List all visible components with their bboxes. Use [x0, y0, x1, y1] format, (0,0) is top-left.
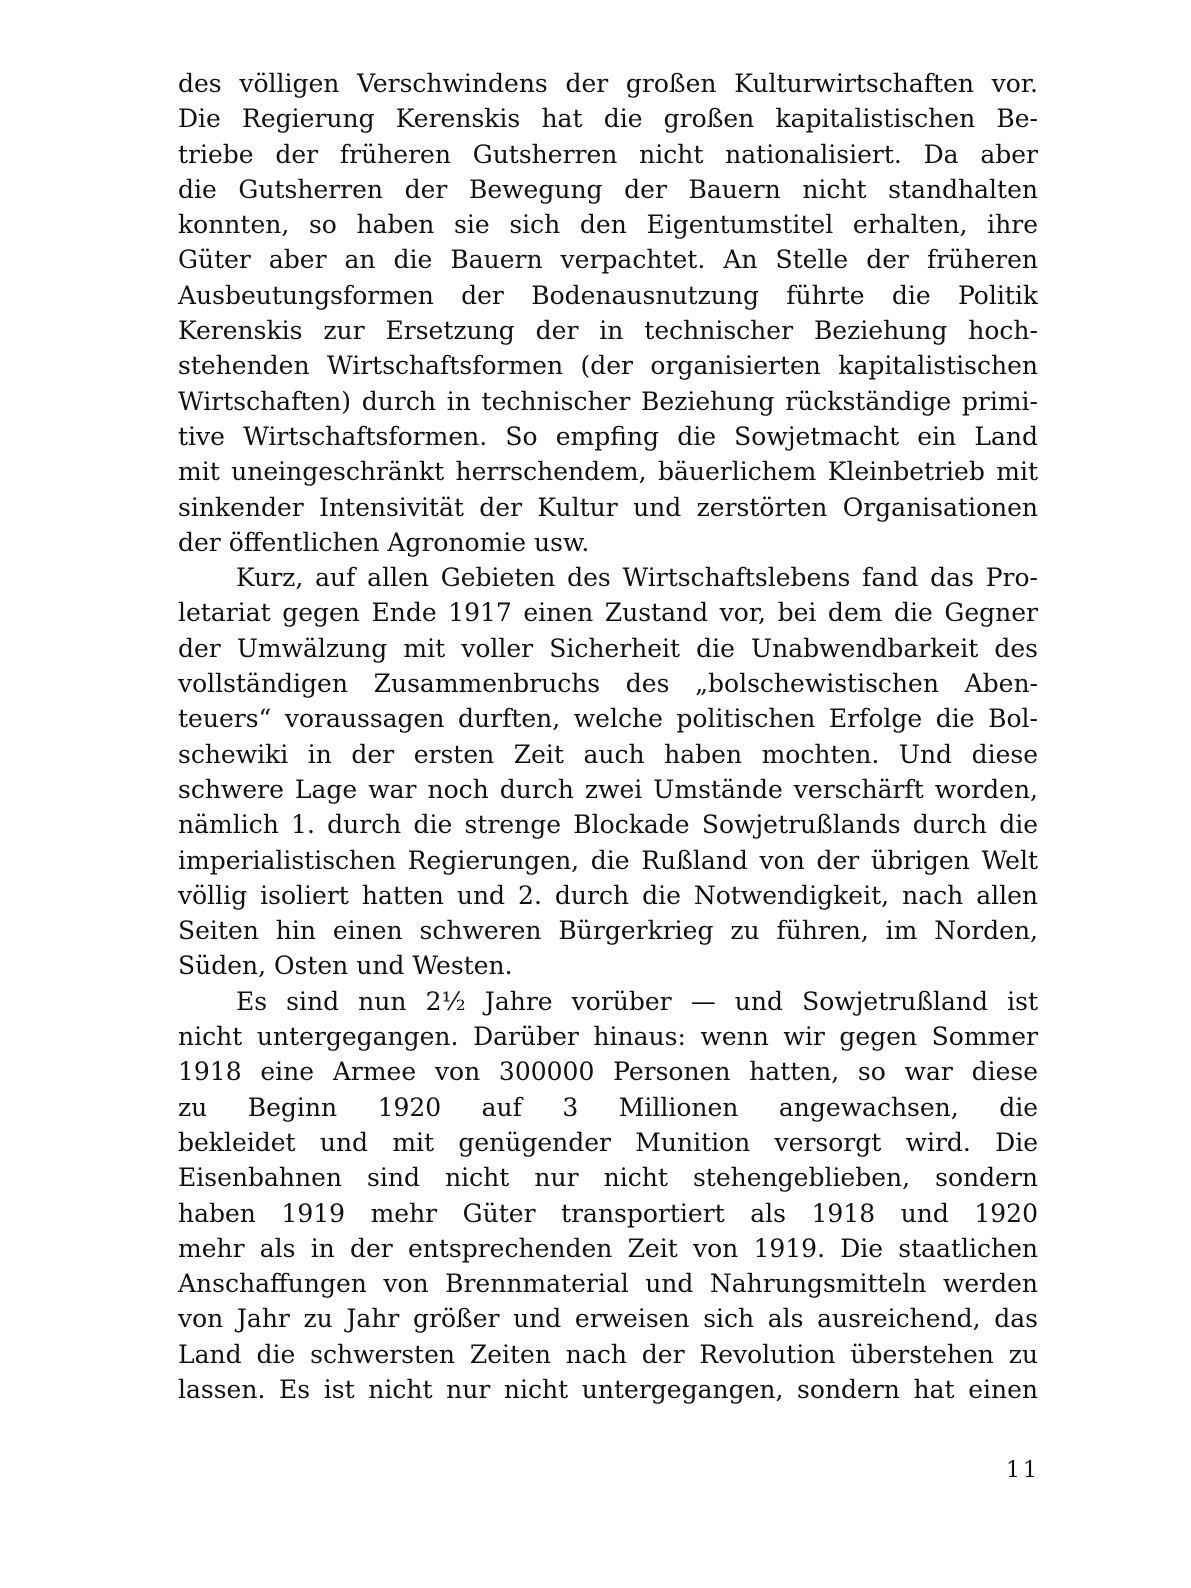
text-line: triebe der früheren Gutsherren nicht nationalisiert. Da aber: [178, 139, 1038, 169]
page-body: [178, 66, 1038, 1407]
text-line: Eisenbahnen sind nicht nur nicht stehengeblieben, sondern: [178, 1163, 1038, 1193]
text-line: von Jahr zu Jahr größer und erweisen sich als ausreichend, das: [178, 1304, 1038, 1334]
text-line: Land die schwersten Zeiten nach der Revolution überstehen zu: [178, 1339, 1038, 1369]
text-line: völlig isoliert hatten und 2. durch die Notwendigkeit, nach allen: [178, 880, 1038, 910]
paragraph-3: [178, 984, 1038, 1408]
text-line: sinkender Intensivität der Kultur und zerstörten Organisationen: [178, 492, 1038, 522]
page-number: 11: [1006, 1458, 1040, 1483]
text-line: schwere Lage war noch durch zwei Umstände verschärft worden,: [178, 774, 1038, 804]
text-line: des völligen Verschwindens der großen Kulturwirtschaften vor.: [178, 69, 1038, 98]
text-line: bekleidet und mit genügender Munition versorgt wird. Die: [178, 1127, 1038, 1157]
text-line: teuers“ voraussagen durften, welche politischen Erfolge die Bol-: [178, 704, 1038, 734]
text-line: Kurz, auf allen Gebieten des Wirtschaftslebens fand das Pro-: [236, 563, 1038, 593]
paragraph-2: [178, 560, 1038, 984]
text-line: der Umwälzung mit voller Sicherheit die Unabwendbarkeit des: [178, 633, 1038, 663]
text-line: stehenden Wirtschaftsformen (der organisierten kapitalistischen: [178, 351, 1038, 381]
text-line: Die Regierung Kerenskis hat die großen kapitalistischen Be-: [178, 104, 1038, 134]
text-line: mit uneingeschränkt herrschendem, bäuerlichem Kleinbetrieb mit: [178, 457, 1038, 487]
text-line: haben 1919 mehr Güter transportiert als 1918 und 1920: [178, 1198, 1038, 1228]
text-line: konnten, so haben sie sich den Eigentumstitel erhalten, ihre: [178, 210, 1038, 240]
text-line: Güter aber an die Bauern verpachtet. An Stelle der früheren: [178, 245, 1038, 275]
text-line: imperialistischen Regierungen, die Rußland von der übrigen Welt: [178, 845, 1038, 875]
text-line: Süden, Osten und Westen.: [178, 951, 513, 981]
text-line: zu Beginn 1920 auf 3 Millionen angewachsen, die: [178, 1092, 1038, 1122]
text-line: Kerenskis zur Ersetzung der in technischer Beziehung hoch-: [178, 316, 1038, 346]
text-line: mehr als in der entsprechenden Zeit von 1919. Die staatlichen: [178, 1233, 1038, 1263]
text-line: nicht untergegangen. Darüber hinaus: wenn wir gegen Sommer: [178, 1022, 1038, 1052]
paragraph-1: [178, 66, 1038, 560]
text-line: 1918 eine Armee von 300000 Personen hatten, so war diese: [178, 1057, 1038, 1087]
text-line: Seiten hin einen schweren Bürgerkrieg zu führen, im Norden,: [178, 916, 1038, 946]
text-line: die Gutsherren der Bewegung der Bauern nicht standhalten: [178, 174, 1038, 204]
text-line: der öffentlichen Agronomie usw.: [178, 527, 590, 557]
text-line: nämlich 1. durch die strenge Blockade Sowjetrußlands durch die: [178, 810, 1038, 840]
text-line: schewiki in der ersten Zeit auch haben mochten. Und diese: [178, 739, 1038, 769]
text-line: Ausbeutungsformen der Bodenausnutzung führte die Politik: [178, 280, 1038, 310]
text-line: tive Wirtschaftsformen. So empfing die Sowjetmacht ein Land: [178, 421, 1038, 451]
text-line: vollständigen Zusammenbruchs des „bolschewistischen Aben-: [178, 669, 1038, 699]
text-line: lassen. Es ist nicht nur nicht untergegangen, sondern hat einen: [178, 1374, 1038, 1404]
text-line: letariat gegen Ende 1917 einen Zustand vor, bei dem die Gegner: [178, 598, 1038, 628]
text-line: Anschaffungen von Brennmaterial und Nahrungsmitteln werden: [178, 1269, 1038, 1299]
text-line: Wirtschaften) durch in technischer Beziehung rückständige primi-: [178, 386, 1038, 416]
text-line: Es sind nun 2½ Jahre vorüber — und Sowjetrußland ist: [236, 986, 1038, 1016]
